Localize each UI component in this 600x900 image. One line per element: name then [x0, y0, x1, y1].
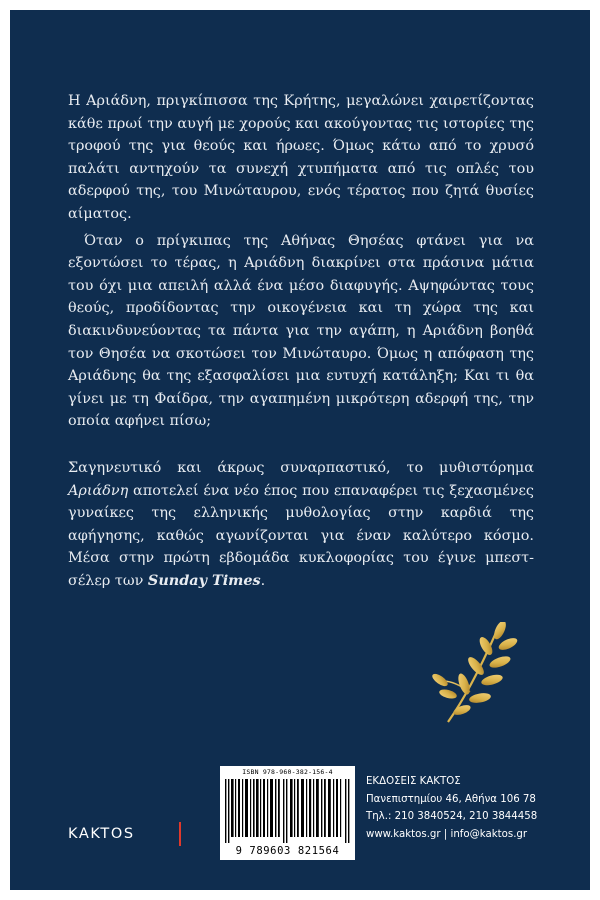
logo-accent-bar [179, 822, 181, 846]
barcode-digits: 9 789603 821564 [235, 845, 340, 857]
blurb-p3-end: . [260, 572, 266, 589]
blurb-p3-before: Σαγηνευτικό και άκρως συναρπαστικό, το μυθιστόρημα [68, 459, 534, 476]
blurb-paragraph-2: Όταν ο πρίγκιπας της Αθήνας Θησέας φτάνει για να εξοντώσει το τέρας, η Αριάδνη διακρίνει στα πράσινα μάτια του όχι μια απειλή αλλά ένα μέσο διαφυγής. Αψηφώντας τους θεούς, προδίδοντας την οικογένεια και τη χώρα της και διακινδυνεύοντας τα πάντα για την αγάπη, η Αριάδνη βοηθά τον Θησέα να σκοτώσει τον Μινώταυρο. Όμως η απόφαση της Αριάδνης θα της εξασφαλίσει μια ευτυχή κατάληξη; Και τι θα γίνει με τη Φαίδρα, την αγαπημένη μικρότερη αδερφή της, την οποία αφήνει πίσω; [68, 232, 534, 430]
isbn-barcode [220, 766, 355, 860]
barcode-bars [225, 779, 350, 843]
blurb-paragraph-3 [68, 457, 534, 593]
isbn-label: ISBN 978-960-382-156-4 [242, 768, 333, 776]
blurb-p3-middle: αποτελεί ένα νέο έπος που επαναφέρει τις ξεχασμένες γυναίκες της ελληνικής μυθολογίας στην καρδιά της αφήγησης, καθώς αγωνίζονται για έναν καλύτερο κόσμο. Μέσα στην πρώτη εβδομάδα κυκλοφορίας του έγινε μπεστ-σέλερ των [68, 482, 534, 589]
blurb-paragraph-1: Η Αριάδνη, πριγκίπισσα της Κρήτης, μεγαλώνει χαιρετίζοντας κάθε πρωί την αυγή με χορούς και ακούγοντας τις ιστορίες της τροφού της για θεούς και ήρωες. Όμως κάτω από το χρυσό παλάτι αντηχούν τα συνεχή χτυπήματα από τις οπλές του αδερφού της, του Μινώταυρου, ενός τέρατος που ζητά θυσίες αίματος. [68, 93, 534, 222]
publisher-info [366, 773, 546, 843]
publisher-name: ΕΚΔΟΣΕΙΣ ΚΑΚΤΟΣ [366, 776, 461, 787]
book-back-cover [10, 10, 590, 890]
publisher-phone: Τηλ.: 210 3840524, 210 3844458 [366, 811, 538, 822]
publisher-web: www.kaktos.gr | info@kaktos.gr [366, 828, 528, 840]
gold-laurel-sprig-icon [428, 622, 524, 726]
back-cover-blurb [68, 90, 534, 592]
publisher-logo: KAKTOS [68, 826, 135, 842]
newspaper-name: Sunday Times [147, 571, 261, 589]
publisher-address: Πανεπιστημίου 46, Αθήνα 106 78 [366, 793, 536, 805]
book-title-italic: Αριάδνη [68, 482, 129, 499]
